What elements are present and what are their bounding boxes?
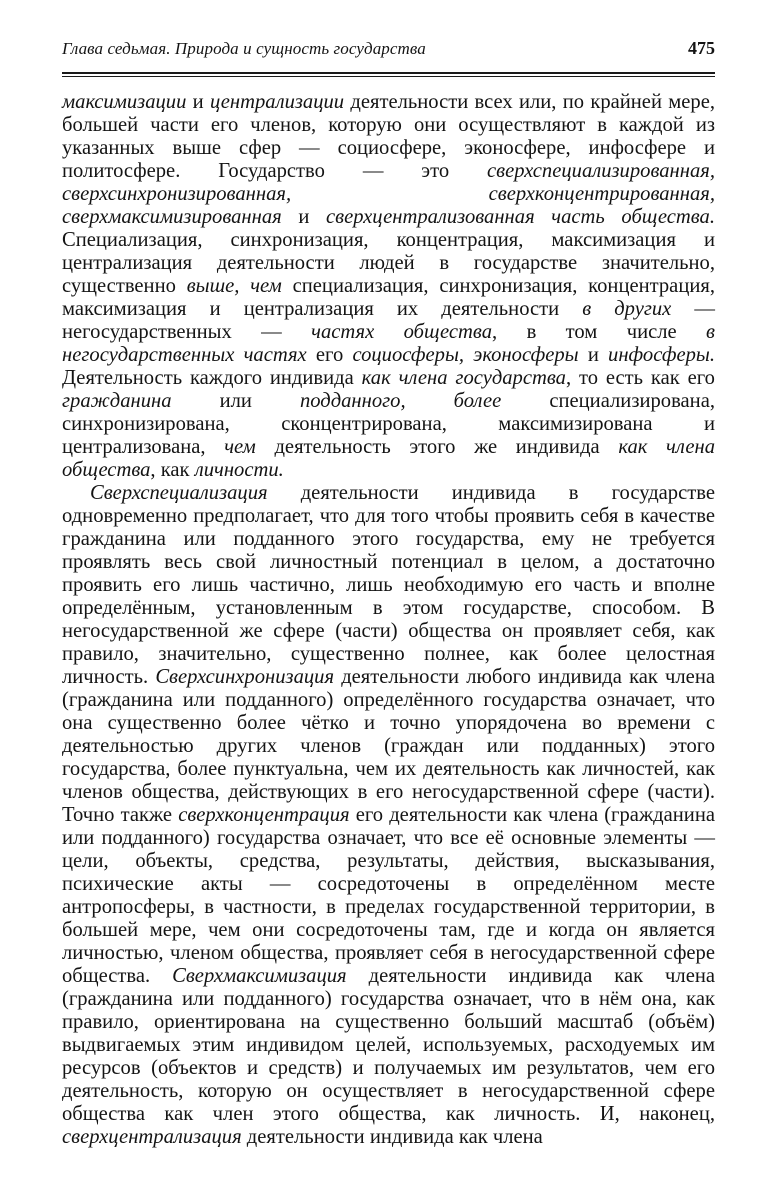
- body-text-run: деятельность этого же индивида: [255, 436, 619, 458]
- body-text-run: его: [306, 344, 353, 366]
- body-text-run: — негосударственных —: [62, 298, 715, 343]
- body-text-run: деятельности индивида как члена: [241, 1126, 543, 1148]
- emphasis-text: в других: [582, 298, 672, 320]
- body-text-run: , то есть как его: [565, 367, 715, 389]
- emphasis-text: как члена государства: [361, 367, 566, 389]
- emphasis-text: чем: [224, 436, 256, 458]
- emphasis-text: подданного, более: [299, 390, 502, 412]
- body-text-run: Специализация, синхронизация, концентрация, максимизация и централизация деятельности людей в государстве значительно, существенно: [62, 229, 715, 297]
- emphasis-text: частях общества: [311, 321, 493, 343]
- paragraph: [62, 91, 715, 482]
- emphasis-text: гражданина: [62, 390, 172, 412]
- body-text: [62, 91, 715, 1149]
- emphasis-text: централизации: [209, 91, 345, 113]
- emphasis-text: в негосударственных частях: [62, 321, 715, 366]
- body-text-run: и: [281, 206, 327, 228]
- header-rule-thin: [62, 76, 715, 77]
- emphasis-text: инфосферы.: [608, 344, 715, 366]
- emphasis-text: сверхконцентрация: [178, 804, 350, 826]
- body-text-run: , в том числе: [492, 321, 707, 343]
- body-text-run: деятельности всех или, по крайней мере, большей части его членов, которую они осуществляют в каждой из указанных выше сфер — социосфере, эконосфере, инфосфере и политосфере. Государство — это: [62, 91, 715, 182]
- body-text-run: или: [171, 390, 300, 412]
- body-text-run: и: [186, 91, 210, 113]
- paragraph: [62, 482, 715, 1149]
- body-text-run: и: [578, 344, 609, 366]
- body-text-run: деятельности индивида в государстве одновременно предполагает, что для того чтобы проявить себя в качестве гражданина или подданного этого государства, ему не требуется проявлять весь свой личностный потенциал в целом, а достаточно проявить его лишь частично, лишь необходимую его часть и вполне определённым, установленным в этом государстве, способом. В негосударственной же сфере (части) общества он проявляет себя, как правило, значительно, существенно полнее, как более целостная личность.: [62, 482, 715, 688]
- emphasis-text: личности.: [194, 459, 284, 481]
- emphasis-text: Сверхмаксимизация: [172, 965, 347, 987]
- body-text-run: его деятельности как члена (гражданина или подданного) государства означает, что все её основные элементы — цели, объекты, средства, результаты, действия, высказывания, психические акты — сосредоточены в определённом месте антропосферы, в частности, в пределах государственной территории, в большей мере, чем они сосредоточены там, где и когда он является личностью, членом общества, проявляет себя в негосударственной сфере общества.: [62, 804, 715, 987]
- running-title: Глава седьмая. Природа и сущность государства: [62, 39, 426, 58]
- emphasis-text: выше, чем: [186, 275, 282, 297]
- body-text-run: деятельности индивида как члена (гражданина или подданного) государства означает, что в нём она, как правило, ориентирована на существенно больший масштаб (объём) выдвигаемых этим индивидом целей, используемых, расходуемых им ресурсов (объектов и средств) и получаемых им результатов, чем его деятельность, которую он осуществляет в негосударственной сфере общества как член этого общества, как личность. И, наконец,: [62, 965, 715, 1125]
- emphasis-text: максимизации: [62, 91, 187, 113]
- emphasis-text: Сверхсинхронизация: [155, 666, 335, 688]
- header-rule: [62, 72, 715, 74]
- emphasis-text: как члена общества: [62, 436, 715, 481]
- page-number: 475: [688, 38, 715, 58]
- body-text-run: , как: [150, 459, 195, 481]
- emphasis-text: сверхспециализированная, сверхсинхронизированная, сверхконцентрированная, сверхмаксимизированная: [62, 160, 715, 228]
- body-text-run: специализация, синхронизация, концентрация, максимизация и централизация их деятельности: [62, 275, 715, 320]
- book-page: [62, 38, 715, 1149]
- emphasis-text: сверхцентрализованная часть общества.: [326, 206, 715, 228]
- body-text-run: Деятельность каждого индивида: [62, 367, 362, 389]
- running-head: [62, 38, 715, 68]
- body-text-run: деятельности любого индивида как члена (гражданина или подданного) определённого государства означает, что она существенно более чётко и точно упорядочена во времени с деятельностью других членов (граждан или подданных) этого государства, более пунктуальна, чем их деятельность как личностей, как членов общества, действующих в его негосударственной сфере (части). Точно также: [62, 666, 715, 826]
- body-text-run: специализирована, синхронизирована, сконцентрирована, максимизирована и централизована,: [62, 390, 715, 458]
- emphasis-text: сверхцентрализация: [62, 1126, 242, 1148]
- emphasis-text: социосферы, эконосферы: [352, 344, 579, 366]
- emphasis-text: Сверхспециализация: [90, 482, 268, 504]
